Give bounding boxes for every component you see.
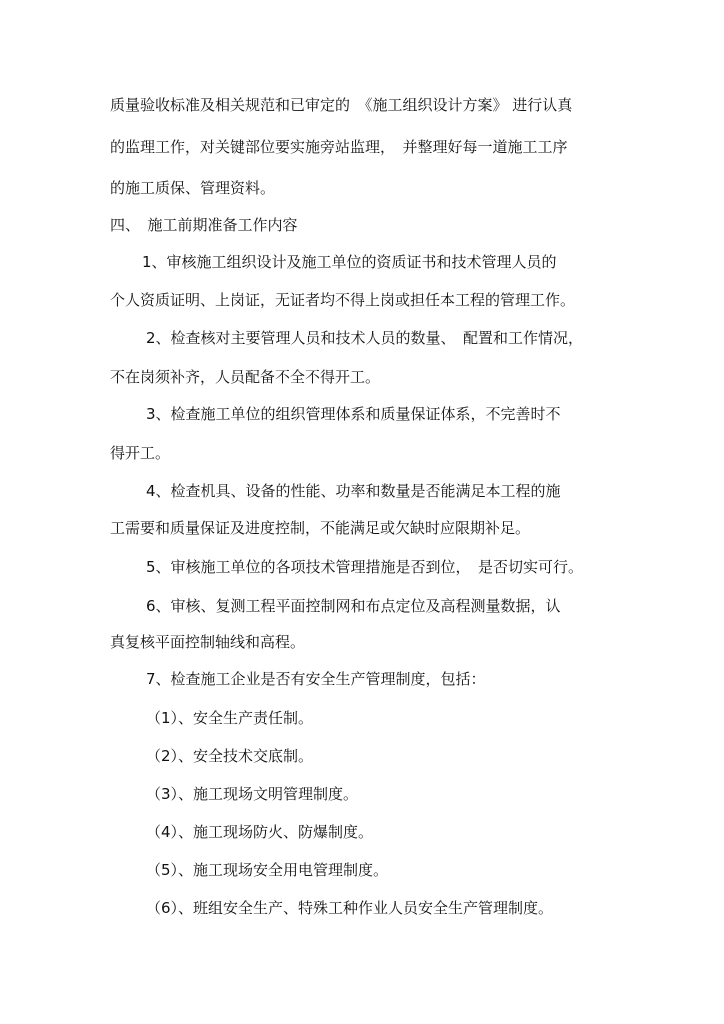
- text-line: 2、检查核对主要管理人员和技术人员的数量、 配置和工作情况，: [146, 329, 584, 347]
- text-line: 工需要和质量保证及进度控制，不能满足或欠缺时应限期补足。: [110, 519, 531, 537]
- text-line: 3、检查施工单位的组织管理体系和质量保证体系，不完善时不: [146, 405, 561, 423]
- text-line: 的监理工作，对关键部位要实施旁站监理， 并整理好每一道施工工序: [110, 138, 568, 156]
- text-line: 4、检查机具、设备的性能、功率和数量是否能满足本工程的施: [146, 482, 561, 500]
- text-line: 的施工质保、管理资料。: [110, 179, 276, 197]
- text-line: 质量验收标准及相关规范和已审定的 《施工组织设计方案》 进行认真: [110, 96, 573, 114]
- text-line: 个人资质证明、上岗证，无证者均不得上岗或担任本工程的管理工作。: [110, 291, 576, 309]
- text-line: 得开工。: [110, 444, 171, 462]
- list-item: （4）、施工现场防火、防爆制度。: [146, 823, 374, 841]
- list-item: （3）、施工现场文明管理制度。: [146, 785, 359, 803]
- list-item: （6）、班组安全生产、特殊工种作业人员安全生产管理制度。: [146, 899, 554, 917]
- section-heading: 四、 施工前期准备工作内容: [110, 216, 298, 234]
- list-item: （2）、安全技术交底制。: [146, 747, 314, 765]
- text-line: 7、检查施工企业是否有安全生产管理制度，包括：: [146, 670, 486, 688]
- text-line: 真复核平面控制轴线和高程。: [110, 633, 306, 651]
- text-line: 6、审核、复测工程平面控制网和布点定位及高程测量数据，认: [146, 597, 561, 615]
- list-item: （1）、安全生产责任制。: [146, 709, 314, 727]
- text-line: 5、审核施工单位的各项技术管理措施是否到位， 是否切实可行。: [146, 558, 584, 576]
- text-line: 不在岗须补齐，人员配备不全不得开工。: [110, 368, 381, 386]
- text-line: 1、审核施工组织设计及施工单位的资质证书和技术管理人员的: [142, 253, 557, 271]
- list-item: （5）、施工现场安全用电管理制度。: [146, 861, 389, 879]
